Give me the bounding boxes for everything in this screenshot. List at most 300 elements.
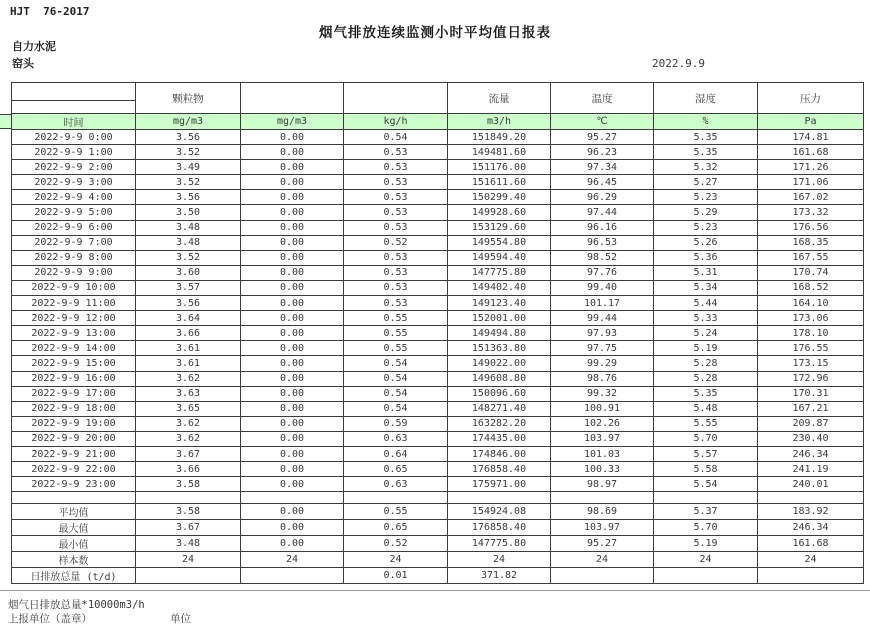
summary-label-cell: 日排放总量 (t/d) <box>12 568 136 584</box>
time-cell: 2022-9-9 18:00 <box>12 401 136 416</box>
summary-value-cell: 24 <box>654 552 758 568</box>
time-cell: 2022-9-9 5:00 <box>12 205 136 220</box>
value-cell: 167.02 <box>758 190 864 205</box>
value-cell: 3.57 <box>136 280 241 295</box>
value-cell: 0.00 <box>241 416 344 431</box>
value-cell: 97.93 <box>551 326 654 341</box>
summary-value-cell: 24 <box>448 552 551 568</box>
value-cell: 96.16 <box>551 220 654 235</box>
empty-cell <box>654 492 758 504</box>
summary-label-cell: 样本数 <box>12 552 136 568</box>
value-cell: 3.61 <box>136 341 241 356</box>
value-cell: 0.52 <box>344 235 448 250</box>
unit-cell: mg/m3 <box>136 114 241 130</box>
value-cell: 209.87 <box>758 416 864 431</box>
data-row <box>12 296 864 311</box>
data-row <box>12 326 864 341</box>
value-cell: 3.56 <box>136 296 241 311</box>
value-cell: 97.44 <box>551 205 654 220</box>
value-cell: 99.32 <box>551 386 654 401</box>
value-cell: 3.56 <box>136 130 241 145</box>
report-date: 2022.9.9 <box>652 57 705 70</box>
value-cell: 3.49 <box>136 160 241 175</box>
value-cell: 5.32 <box>654 160 758 175</box>
param-header-row <box>12 83 864 101</box>
summary-value-cell: 5.70 <box>654 520 758 536</box>
value-cell: 97.34 <box>551 160 654 175</box>
value-cell: 149928.60 <box>448 205 551 220</box>
time-cell: 2022-9-9 7:00 <box>12 235 136 250</box>
value-cell: 5.19 <box>654 341 758 356</box>
value-cell: 3.64 <box>136 311 241 326</box>
value-cell: 176.56 <box>758 220 864 235</box>
value-cell: 5.35 <box>654 145 758 160</box>
value-cell: 173.32 <box>758 205 864 220</box>
value-cell: 3.61 <box>136 356 241 371</box>
value-cell: 3.66 <box>136 326 241 341</box>
value-cell: 95.27 <box>551 130 654 145</box>
empty-cell <box>241 492 344 504</box>
data-row <box>12 220 864 235</box>
value-cell: 0.00 <box>241 205 344 220</box>
summary-value-cell: 0.65 <box>344 520 448 536</box>
summary-value-cell: 371.82 <box>448 568 551 584</box>
summary-value-cell: 95.27 <box>551 536 654 552</box>
value-cell: 3.62 <box>136 431 241 446</box>
data-row <box>12 190 864 205</box>
value-cell: 3.67 <box>136 446 241 461</box>
value-cell: 0.00 <box>241 145 344 160</box>
summary-value-cell: 3.67 <box>136 520 241 536</box>
value-cell: 102.26 <box>551 416 654 431</box>
summary-value-cell <box>758 568 864 584</box>
value-cell: 100.91 <box>551 401 654 416</box>
summary-row <box>12 520 864 536</box>
value-cell: 0.53 <box>344 265 448 280</box>
value-cell: 99.29 <box>551 356 654 371</box>
value-cell: 161.68 <box>758 145 864 160</box>
value-cell: 0.53 <box>344 145 448 160</box>
value-cell: 147775.80 <box>448 265 551 280</box>
summary-value-cell: 24 <box>136 552 241 568</box>
summary-value-cell <box>654 568 758 584</box>
time-cell: 2022-9-9 12:00 <box>12 311 136 326</box>
value-cell: 0.00 <box>241 280 344 295</box>
value-cell: 151849.20 <box>448 130 551 145</box>
value-cell: 164.10 <box>758 296 864 311</box>
value-cell: 152001.00 <box>448 311 551 326</box>
value-cell: 171.06 <box>758 175 864 190</box>
value-cell: 0.53 <box>344 190 448 205</box>
data-row <box>12 477 864 492</box>
data-row <box>12 250 864 265</box>
value-cell: 3.62 <box>136 371 241 386</box>
summary-value-cell: 5.37 <box>654 504 758 520</box>
value-cell: 178.10 <box>758 326 864 341</box>
footer-note: 烟气日排放总量*10000m3/h <box>8 599 145 611</box>
param-header-humidity: 湿度 <box>654 83 758 114</box>
time-cell: 2022-9-9 15:00 <box>12 356 136 371</box>
data-row <box>12 311 864 326</box>
value-cell: 98.52 <box>551 250 654 265</box>
value-cell: 5.35 <box>654 386 758 401</box>
param-header-temperature: 温度 <box>551 83 654 114</box>
time-cell: 2022-9-9 19:00 <box>12 416 136 431</box>
value-cell: 97.75 <box>551 341 654 356</box>
summary-value-cell: 0.00 <box>241 504 344 520</box>
value-cell: 0.00 <box>241 311 344 326</box>
value-cell: 0.53 <box>344 160 448 175</box>
value-cell: 99.40 <box>551 280 654 295</box>
summary-value-cell: 246.34 <box>758 520 864 536</box>
summary-value-cell: 24 <box>551 552 654 568</box>
spacer-row <box>12 492 864 504</box>
value-cell: 175971.00 <box>448 477 551 492</box>
header-blank-cell <box>12 101 136 114</box>
value-cell: 5.36 <box>654 250 758 265</box>
value-cell: 3.48 <box>136 235 241 250</box>
summary-value-cell: 0.55 <box>344 504 448 520</box>
value-cell: 153129.60 <box>448 220 551 235</box>
data-row <box>12 431 864 446</box>
value-cell: 174846.00 <box>448 446 551 461</box>
value-cell: 5.29 <box>654 205 758 220</box>
value-cell: 5.34 <box>654 280 758 295</box>
value-cell: 99.44 <box>551 311 654 326</box>
value-cell: 5.23 <box>654 190 758 205</box>
value-cell: 149608.80 <box>448 371 551 386</box>
value-cell: 3.66 <box>136 462 241 477</box>
empty-cell <box>758 492 864 504</box>
value-cell: 3.48 <box>136 220 241 235</box>
unit-cell: % <box>654 114 758 130</box>
time-cell: 2022-9-9 20:00 <box>12 431 136 446</box>
value-cell: 0.00 <box>241 160 344 175</box>
summary-value-cell: 0.52 <box>344 536 448 552</box>
summary-value-cell: 183.92 <box>758 504 864 520</box>
data-row <box>12 205 864 220</box>
data-row <box>12 416 864 431</box>
value-cell: 241.19 <box>758 462 864 477</box>
value-cell: 101.17 <box>551 296 654 311</box>
unit-header-row <box>12 114 864 130</box>
value-cell: 163282.20 <box>448 416 551 431</box>
data-row <box>12 175 864 190</box>
value-cell: 5.55 <box>654 416 758 431</box>
value-cell: 246.34 <box>758 446 864 461</box>
value-cell: 5.48 <box>654 401 758 416</box>
data-row <box>12 462 864 477</box>
time-cell: 2022-9-9 16:00 <box>12 371 136 386</box>
value-cell: 151611.60 <box>448 175 551 190</box>
summary-value-cell: 3.58 <box>136 504 241 520</box>
unit-cell: Pa <box>758 114 864 130</box>
value-cell: 5.27 <box>654 175 758 190</box>
table-body <box>12 130 864 584</box>
unit-cell: ℃ <box>551 114 654 130</box>
time-cell: 2022-9-9 23:00 <box>12 477 136 492</box>
value-cell: 0.00 <box>241 371 344 386</box>
value-cell: 173.06 <box>758 311 864 326</box>
time-cell: 2022-9-9 17:00 <box>12 386 136 401</box>
summary-value-cell: 161.68 <box>758 536 864 552</box>
value-cell: 0.54 <box>344 401 448 416</box>
value-cell: 149022.00 <box>448 356 551 371</box>
value-cell: 3.52 <box>136 145 241 160</box>
value-cell: 173.15 <box>758 356 864 371</box>
value-cell: 176.55 <box>758 341 864 356</box>
time-cell: 2022-9-9 9:00 <box>12 265 136 280</box>
value-cell: 0.53 <box>344 175 448 190</box>
value-cell: 167.21 <box>758 401 864 416</box>
summary-row <box>12 536 864 552</box>
value-cell: 5.24 <box>654 326 758 341</box>
time-cell: 2022-9-9 1:00 <box>12 145 136 160</box>
param-header-particulate: 颗粒物 <box>136 83 241 114</box>
data-row <box>12 130 864 145</box>
summary-value-cell: 147775.80 <box>448 536 551 552</box>
summary-value-cell: 24 <box>241 552 344 568</box>
time-cell: 2022-9-9 8:00 <box>12 250 136 265</box>
value-cell: 96.53 <box>551 235 654 250</box>
value-cell: 5.28 <box>654 356 758 371</box>
page-title: 烟气排放连续监测小时平均值日报表 <box>319 25 551 41</box>
value-cell: 174.81 <box>758 130 864 145</box>
value-cell: 98.97 <box>551 477 654 492</box>
value-cell: 5.35 <box>654 130 758 145</box>
summary-value-cell <box>241 568 344 584</box>
value-cell: 5.31 <box>654 265 758 280</box>
value-cell: 96.29 <box>551 190 654 205</box>
value-cell: 5.44 <box>654 296 758 311</box>
data-row <box>12 341 864 356</box>
value-cell: 0.55 <box>344 326 448 341</box>
time-cell: 2022-9-9 4:00 <box>12 190 136 205</box>
unit-cell: m3/h <box>448 114 551 130</box>
value-cell: 148271.40 <box>448 401 551 416</box>
data-row <box>12 386 864 401</box>
param-header-blank <box>344 83 448 114</box>
time-cell: 2022-9-9 22:00 <box>12 462 136 477</box>
value-cell: 5.23 <box>654 220 758 235</box>
value-cell: 3.52 <box>136 250 241 265</box>
value-cell: 0.00 <box>241 446 344 461</box>
value-cell: 0.54 <box>344 371 448 386</box>
value-cell: 5.54 <box>654 477 758 492</box>
value-cell: 98.76 <box>551 371 654 386</box>
param-header-flow: 流量 <box>448 83 551 114</box>
value-cell: 0.00 <box>241 431 344 446</box>
empty-cell <box>448 492 551 504</box>
summary-row <box>12 504 864 520</box>
data-row <box>12 371 864 386</box>
bottom-rule <box>0 590 870 591</box>
value-cell: 149494.80 <box>448 326 551 341</box>
time-cell: 2022-9-9 0:00 <box>12 130 136 145</box>
value-cell: 96.45 <box>551 175 654 190</box>
param-header-pressure: 压力 <box>758 83 864 114</box>
data-row <box>12 356 864 371</box>
summary-value-cell: 24 <box>758 552 864 568</box>
empty-cell <box>344 492 448 504</box>
value-cell: 170.31 <box>758 386 864 401</box>
value-cell: 5.58 <box>654 462 758 477</box>
value-cell: 0.00 <box>241 296 344 311</box>
summary-label-cell: 最大值 <box>12 520 136 536</box>
value-cell: 0.53 <box>344 250 448 265</box>
value-cell: 100.33 <box>551 462 654 477</box>
value-cell: 3.62 <box>136 416 241 431</box>
value-cell: 101.03 <box>551 446 654 461</box>
param-header-blank <box>241 83 344 114</box>
value-cell: 0.00 <box>241 235 344 250</box>
summary-value-cell: 0.00 <box>241 536 344 552</box>
empty-cell <box>12 492 136 504</box>
value-cell: 103.97 <box>551 431 654 446</box>
time-cell: 2022-9-9 10:00 <box>12 280 136 295</box>
value-cell: 3.50 <box>136 205 241 220</box>
doc-code: HJT 76-2017 <box>10 5 90 18</box>
value-cell: 168.35 <box>758 235 864 250</box>
value-cell: 149402.40 <box>448 280 551 295</box>
value-cell: 5.28 <box>654 371 758 386</box>
summary-value-cell: 154924.08 <box>448 504 551 520</box>
time-cell: 2022-9-9 13:00 <box>12 326 136 341</box>
value-cell: 172.96 <box>758 371 864 386</box>
time-cell: 2022-9-9 14:00 <box>12 341 136 356</box>
data-row <box>12 235 864 250</box>
value-cell: 5.33 <box>654 311 758 326</box>
unit-cell: kg/h <box>344 114 448 130</box>
value-cell: 174435.00 <box>448 431 551 446</box>
summary-row <box>12 568 864 584</box>
report-unit-label: 上报单位（盖章） <box>8 613 92 625</box>
value-cell: 151176.00 <box>448 160 551 175</box>
company-name: 自力水泥 <box>12 40 56 53</box>
time-header-cell: 时间 <box>12 114 136 130</box>
data-row <box>12 446 864 461</box>
value-cell: 0.00 <box>241 356 344 371</box>
value-cell: 230.40 <box>758 431 864 446</box>
value-cell: 151363.80 <box>448 341 551 356</box>
time-cell: 2022-9-9 21:00 <box>12 446 136 461</box>
summary-row <box>12 552 864 568</box>
value-cell: 0.55 <box>344 341 448 356</box>
green-left-strip <box>0 114 11 129</box>
value-cell: 3.60 <box>136 265 241 280</box>
value-cell: 0.63 <box>344 477 448 492</box>
value-cell: 149123.40 <box>448 296 551 311</box>
value-cell: 0.00 <box>241 190 344 205</box>
time-cell: 2022-9-9 2:00 <box>12 160 136 175</box>
empty-cell <box>136 492 241 504</box>
value-cell: 149481.60 <box>448 145 551 160</box>
value-cell: 150299.40 <box>448 190 551 205</box>
time-cell: 2022-9-9 11:00 <box>12 296 136 311</box>
time-cell: 2022-9-9 3:00 <box>12 175 136 190</box>
value-cell: 176858.40 <box>448 462 551 477</box>
summary-value-cell: 103.97 <box>551 520 654 536</box>
summary-value-cell: 0.01 <box>344 568 448 584</box>
value-cell: 0.53 <box>344 205 448 220</box>
summary-value-cell: 176858.40 <box>448 520 551 536</box>
value-cell: 149554.80 <box>448 235 551 250</box>
summary-value-cell: 24 <box>344 552 448 568</box>
value-cell: 0.59 <box>344 416 448 431</box>
summary-label-cell: 平均值 <box>12 504 136 520</box>
value-cell: 3.52 <box>136 175 241 190</box>
value-cell: 5.70 <box>654 431 758 446</box>
unit-cell: mg/m3 <box>241 114 344 130</box>
value-cell: 0.00 <box>241 401 344 416</box>
value-cell: 149594.40 <box>448 250 551 265</box>
value-cell: 0.64 <box>344 446 448 461</box>
value-cell: 0.00 <box>241 220 344 235</box>
value-cell: 0.53 <box>344 280 448 295</box>
value-cell: 0.00 <box>241 130 344 145</box>
value-cell: 96.23 <box>551 145 654 160</box>
value-cell: 167.55 <box>758 250 864 265</box>
value-cell: 0.55 <box>344 311 448 326</box>
summary-value-cell <box>136 568 241 584</box>
unit-label: 单位 <box>170 613 191 625</box>
value-cell: 0.54 <box>344 386 448 401</box>
summary-value-cell: 0.00 <box>241 520 344 536</box>
value-cell: 150096.60 <box>448 386 551 401</box>
empty-cell <box>551 492 654 504</box>
value-cell: 0.53 <box>344 296 448 311</box>
header-blank-cell <box>12 83 136 101</box>
value-cell: 168.52 <box>758 280 864 295</box>
summary-value-cell: 3.48 <box>136 536 241 552</box>
value-cell: 0.00 <box>241 386 344 401</box>
summary-value-cell: 5.19 <box>654 536 758 552</box>
value-cell: 97.76 <box>551 265 654 280</box>
report-table <box>11 82 864 584</box>
value-cell: 3.58 <box>136 477 241 492</box>
data-row <box>12 265 864 280</box>
value-cell: 0.53 <box>344 220 448 235</box>
value-cell: 0.00 <box>241 250 344 265</box>
value-cell: 171.26 <box>758 160 864 175</box>
value-cell: 0.54 <box>344 130 448 145</box>
value-cell: 170.74 <box>758 265 864 280</box>
time-cell: 2022-9-9 6:00 <box>12 220 136 235</box>
data-row <box>12 401 864 416</box>
summary-value-cell <box>551 568 654 584</box>
value-cell: 0.00 <box>241 341 344 356</box>
value-cell: 3.63 <box>136 386 241 401</box>
value-cell: 0.00 <box>241 326 344 341</box>
value-cell: 0.54 <box>344 356 448 371</box>
value-cell: 3.56 <box>136 190 241 205</box>
value-cell: 5.26 <box>654 235 758 250</box>
data-row <box>12 160 864 175</box>
value-cell: 0.00 <box>241 265 344 280</box>
value-cell: 240.01 <box>758 477 864 492</box>
summary-value-cell: 98.69 <box>551 504 654 520</box>
summary-label-cell: 最小值 <box>12 536 136 552</box>
data-row <box>12 145 864 160</box>
value-cell: 0.00 <box>241 477 344 492</box>
value-cell: 0.00 <box>241 462 344 477</box>
value-cell: 3.65 <box>136 401 241 416</box>
value-cell: 0.63 <box>344 431 448 446</box>
monitor-point-name: 窑头 <box>12 57 34 70</box>
value-cell: 5.57 <box>654 446 758 461</box>
data-row <box>12 280 864 295</box>
value-cell: 0.00 <box>241 175 344 190</box>
